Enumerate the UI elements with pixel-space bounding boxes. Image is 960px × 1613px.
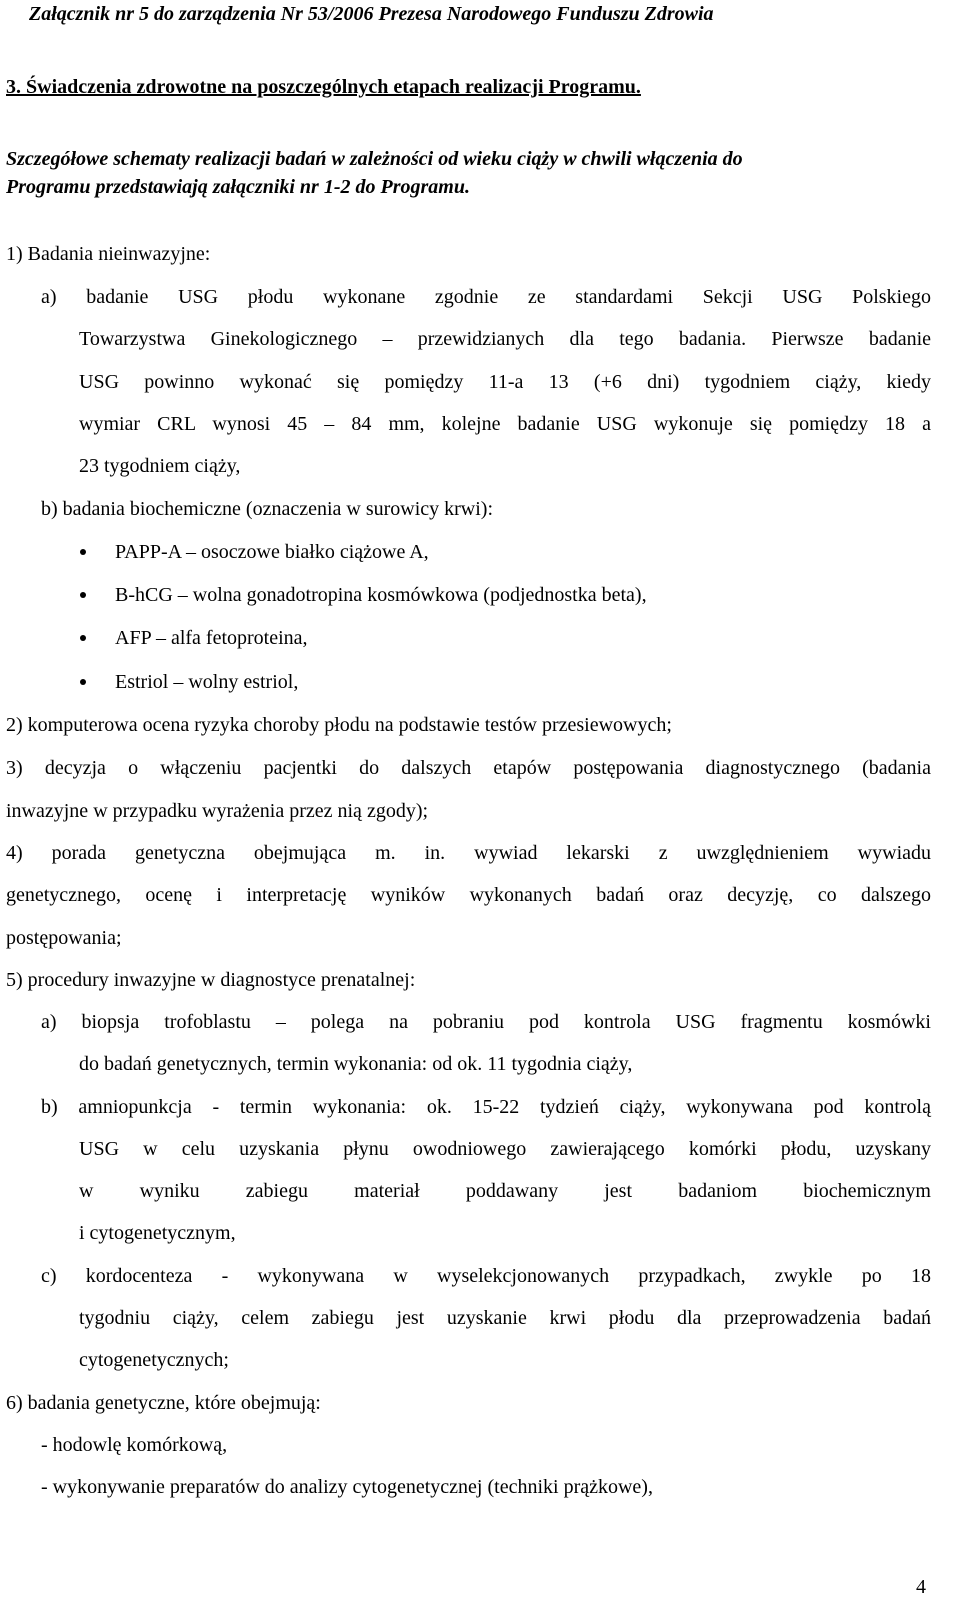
item-1a-line-2: Towarzystwa Ginekologicznego – przewidzianych dla tego badania. Pierwsze badanie <box>79 328 931 350</box>
bullet-item: B-hCG – wolna gonadotropina kosmówkowa (podjednostka beta), <box>115 584 647 606</box>
item-5b-line-4: i cytogenetycznym, <box>79 1222 236 1244</box>
item-1a-line-4: wymiar CRL wynosi 45 – 84 mm, kolejne badanie USG wykonuje się pomiędzy 18 a <box>79 413 931 435</box>
bullet-item: AFP – alfa fetoproteina, <box>115 627 308 649</box>
bullet-dot <box>80 635 86 641</box>
item-5b-line-1: b) amniopunkcja - termin wykonania: ok. 15-22 tydzień ciąży, wykonywana pod kontrolą <box>41 1096 931 1118</box>
page-number: 4 <box>916 1576 926 1598</box>
bullet-dot <box>80 549 86 555</box>
item-5b-line-2: USG w celu uzyskania płynu owodniowego zawierającego komórki płodu, uzyskany <box>79 1138 931 1160</box>
item-3-line-1: 3) decyzja o włączeniu pacjentki do dalszych etapów postępowania diagnostycznego (badania <box>6 757 931 779</box>
item-5a-line-1: a) biopsja trofoblastu – polega na pobraniu pod kontrola USG fragmentu kosmówki <box>41 1011 931 1033</box>
bullet-dot <box>80 592 86 598</box>
item-3-line-2: inwazyjne w przypadku wyrażenia przez nią zgody); <box>6 800 429 822</box>
section-title: 3. Świadczenia zdrowotne na poszczególnych etapach realizacji Programu. <box>6 76 641 98</box>
item-5-title: 5) procedury inwazyjne w diagnostyce prenatalnej: <box>6 969 416 991</box>
item-2: 2) komputerowa ocena ryzyka choroby płodu na podstawie testów przesiewowych; <box>6 714 672 736</box>
item-5c-line-3: cytogenetycznych; <box>79 1349 229 1371</box>
item-1b-title: b) badania biochemiczne (oznaczenia w surowicy krwi): <box>41 498 494 520</box>
item-4-line-3: postępowania; <box>6 927 122 949</box>
intro-line-1: Szczegółowe schematy realizacji badań w zależności od wieku ciąży w chwili włączenia do <box>6 148 743 170</box>
page-header: Załącznik nr 5 do zarządzenia Nr 53/2006 Prezesa Narodowego Funduszu Zdrowia <box>29 3 714 25</box>
item-5a-line-2: do badań genetycznych, termin wykonania: od ok. 11 tygodnia ciąży, <box>79 1053 633 1075</box>
item-6-sub-1: - hodowlę komórkową, <box>41 1434 228 1456</box>
item-4-line-2: genetycznego, ocenę i interpretację wyników wykonanych badań oraz decyzję, co dalszego <box>6 884 931 906</box>
item-1a-line-1: a) badanie USG płodu wykonane zgodnie ze standardami Sekcji USG Polskiego <box>41 286 931 308</box>
bullet-item: Estriol – wolny estriol, <box>115 671 299 693</box>
item-4-line-1: 4) porada genetyczna obejmująca m. in. wywiad lekarski z uwzględnieniem wywiadu <box>6 842 931 864</box>
item-6-sub-2: - wykonywanie preparatów do analizy cytogenetycznej (techniki prążkowe), <box>41 1476 653 1498</box>
bullet-dot <box>80 679 86 685</box>
item-6-title: 6) badania genetyczne, które obejmują: <box>6 1392 321 1414</box>
item-1a-line-3: USG powinno wykonać się pomiędzy 11-a 13 (+6 dni) tygodniem ciąży, kiedy <box>79 371 931 393</box>
bullet-item: PAPP-A – osoczowe białko ciążowe A, <box>115 541 429 563</box>
item-5c-line-2: tygodniu ciąży, celem zabiegu jest uzyskanie krwi płodu dla przeprowadzenia badań <box>79 1307 931 1329</box>
item-1a-line-5: 23 tygodniem ciąży, <box>79 455 241 477</box>
intro-line-2: Programu przedstawiają załączniki nr 1-2 do Programu. <box>6 176 470 198</box>
item-1-title: 1) Badania nieinwazyjne: <box>6 243 211 265</box>
item-5c-line-1: c) kordocenteza - wykonywana w wyselekcjonowanych przypadkach, zwykle po 18 <box>41 1265 931 1287</box>
item-5b-line-3: w wyniku zabiegu materiał poddawany jest badaniom biochemicznym <box>79 1180 931 1202</box>
